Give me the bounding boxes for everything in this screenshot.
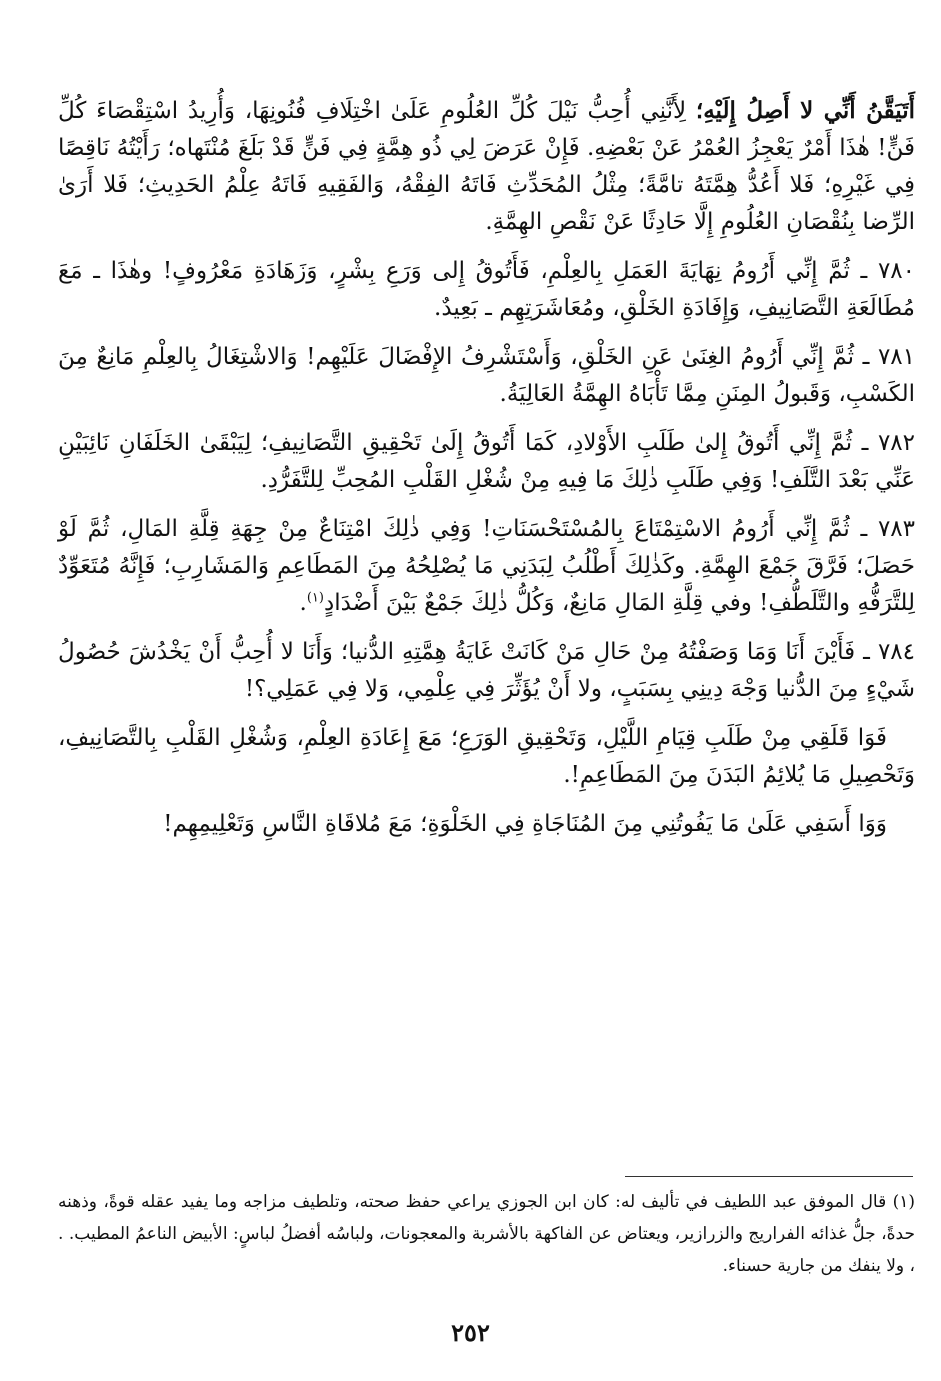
paragraph-783 — [58, 511, 915, 622]
paragraph-intro — [58, 92, 915, 241]
main-text — [58, 92, 915, 855]
paragraph-lament-1 — [58, 720, 915, 794]
bold-lead: أَتَيَقَّنُ أَنِّي لا أَصِلُ إِلَيْهِ؛ — [695, 97, 915, 124]
paragraph-lament-2 — [58, 806, 915, 843]
paragraph-text: ٧٨٤ ـ فَأَيْنَ أَنَا وَمَا وَصَفْتُهُ مِنْ حَالِ مَنْ كَانَتْ غَايَةُ هِمَّتِهِ الدُّنيا؛ وَأَنَا لا أُحِبُّ أَنْ يَخْدُشَ حُصُولُ شَيْءٍ مِنَ الدُّنيا وَجْهَ دِينِي بِسَبَبٍ، ولا أَنْ يُؤَثِّرَ فِي عِلْمِي، وَلا فِي عَمَلِي؟! — [58, 639, 915, 702]
paragraph-text: لِأَنَّنِي أُحِبُّ نَيْلَ كُلِّ العُلُومِ عَلَىٰ اخْتِلَافِ فُنُونِهَا، وَأُرِيدُ اسْتِقْصَاءَ كُلِّ فَنٍّ! هٰذَا أَمْرٌ يَعْجِزُ العُمْرُ عَنْ بَعْضِهِ. فَإِنْ عَرَضَ لِي ذُو هِمَّةٍ فِي فَنٍّ قَدْ بَلَغَ مُنْتَهاه؛ رَأَيْتُهُ نَاقِصًا فِي غَيْرِهِ؛ فَلا أَعُدُّ هِمَّتَهُ تامَّةً؛ مِثْلُ المُحَدِّثِ فَاتَهُ الفِقْهُ، وَالفَقِيهِ فَاتَهُ عِلْمُ الحَدِيثِ؛ فَلا أَرَىٰ الرِّضا بِنُقْصَانِ العُلُومِ إِلَّا حَادِثًا عَنْ نَقْصِ الهِمَّةِ. — [58, 98, 915, 235]
paragraph-781 — [58, 339, 915, 413]
footnotes — [58, 1186, 915, 1282]
paragraph-text: فَوَا قَلَقِي مِنْ طَلَبِ قِيَامِ اللَّيْلِ، وَتَحْقِيقِ الوَرَعِ؛ مَعَ إِعَادَةِ العِلْمِ، وَشُغْلِ القَلْبِ بِالتَّصَانِيفِ، وَتَحْصِيلِ مَا يُلائِمُ البَدَنَ مِنَ المَطَاعِمِ!. — [58, 725, 915, 788]
footnote-1: (١) قال الموفق عبد اللطيف في تأليف له: كان ابن الجوزي يراعي حفظ صحته، وتلطيف مزاجه وما يفيد عقله قوةً، وذهنه حدةً، جلُّ غذائه الفراريج والزرازير، ويعتاض عن الفاكهة بالأشربة والمعجونات، ولباسُه أفضلُ لباسٍ: الأبيض الناعمُ المطيب. . ، ولا ينفك من جارية حسناء. — [58, 1192, 915, 1276]
paragraph-784 — [58, 634, 915, 708]
paragraph-text: ٧٨٢ ـ ثُمَّ إِنِّي أَتُوقُ إِلىٰ طَلَبِ الأَوْلادِ، كَمَا أَتُوقُ إِلَىٰ تَحْقِيقِ التَّصَانِيفِ؛ لِيَبْقَىٰ الخَلَفَانِ نَائِبَيْنِ عَنِّي بَعْدَ التَّلَفِ! وَفِي طَلَبِ ذٰلِكَ مَا فِيهِ مِنْ شُغْلِ القَلْبِ المُحِبِّ لِلتَّفَرُّدِ. — [58, 430, 915, 493]
paragraph-text: ٧٨٠ ـ ثُمَّ إِنِّي أَرُومُ نِهَايَةَ العَمَلِ بِالعِلْمِ، فَأَتُوقُ إِلى وَرَعِ بِشْرٍ، وَزَهَادَةِ مَعْرُوفٍ! وهٰذَا ـ مَعَ مُطَالَعَةِ التَّصَانِيفِ، وَإِفَادَةِ الخَلْقِ، ومُعَاشَرَتِهِم ـ بَعِيدٌ. — [58, 258, 915, 321]
paragraph-text: وَوَا أَسَفِي عَلَىٰ مَا يَفُوتُنِي مِنَ المُنَاجَاةِ فِي الخَلْوَةِ؛ مَعَ مُلاقَاةِ النَّاسِ وَتَعْلِيمِهِم! — [163, 811, 887, 837]
page-number: ٢٥٢ — [451, 1318, 490, 1347]
footnote-marker[interactable]: (١) — [306, 590, 324, 606]
paragraph-tail: . — [299, 590, 307, 616]
paragraph-780 — [58, 253, 915, 327]
paragraph-text: ٧٨١ ـ ثُمَّ إِنِّي أَرُومُ الغِنَىٰ عَنِ الخَلْقِ، وَأَسْتَشْرِفُ الإِفْضَالَ عَلَيْهِم! وَالاشْتِغَالُ بِالعِلْمِ مَانِعٌ مِنَ الكَسْبِ، وَقَبولُ المِنَنِ مِمَّا تَأْبَاهُ الهِمَّةُ العَالِيَةُ. — [58, 344, 915, 407]
footnote-divider — [625, 1176, 913, 1177]
paragraph-782 — [58, 425, 915, 499]
paragraph-text: ٧٨٣ ـ ثُمَّ إِنِّي أَرُومُ الاسْتِمْتَاعَ بِالمُسْتَحْسَنَاتِ! وَفِي ذٰلِكَ امْتِنَاعٌ مِنْ جِهَةِ قِلَّةِ المَالِ، ثُمَّ لَوْ حَصَلَ؛ فَرَّقَ جَمْعَ الهِمَّةِ. وكَذٰلِكَ أَطْلُبُ لِبَدَنِي مَا يُصْلِحُهُ مِنَ المَطَاعِمِ وَالمَشَارِبِ؛ فَإِنَّهُ مُتَعَوِّدٌ لِلتَّرَفُّهِ والتَّلَطُّفِ! وفي قِلَّةِ المَالِ مَانِعٌ، وَكُلُّ ذٰلِكَ جَمْعٌ بَيْنَ أَضْدَادٍ — [58, 516, 915, 616]
